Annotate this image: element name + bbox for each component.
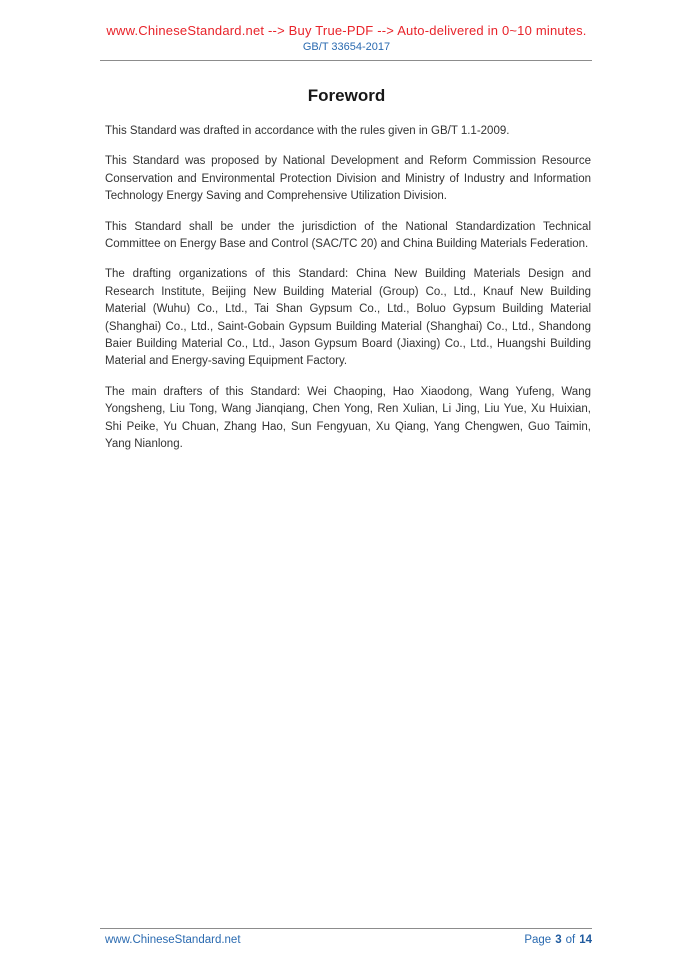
standard-number: GB/T 33654-2017 — [302, 41, 391, 53]
footer-site-link[interactable]: www.ChineseStandard.net — [105, 934, 241, 946]
page-indicator-total: 14 — [579, 934, 592, 946]
paragraph-main-drafters: The main drafters of this Standard: Wei Chaoping, Hao Xiaodong, Wang Yufeng, Wang Yongsheng, Liu Tong, Wang Jianqiang, Chen Yong, Ren Xulian, Li Jing, Liu Yue, Xu Huixian, Shi Peike, Yu Chuan, Zhang Hao, Sun Fengyuan, Xu Qiang, Yang Chengwen, Guo Taimin, Yang Nianlong. — [105, 385, 591, 451]
page-indicator-current: 3 — [555, 934, 562, 946]
paragraph-proposed-by: This Standard was proposed by National Development and Reform Commission Resource Conservation and Environmental Protection Division and Ministry of Industry and Information Technology Energy Saving and Comprehensive Utilization Division. — [105, 155, 591, 203]
page-title: Foreword — [307, 86, 386, 105]
paragraph-drafting-rules: This Standard was drafted in accordance with the rules given in GB/T 1.1-2009. — [105, 125, 510, 137]
footer-divider — [100, 928, 592, 929]
paragraph-drafting-organizations: The drafting organizations of this Standard: China New Building Materials Design and Research Institute, Beijing New Building Material (Group) Co., Ltd., Knauf New Building Material (Wuhu) Co., Ltd., Tai Shan Gypsum Co., Ltd., Boluo Gypsum Building Material (Shanghai) Co., Ltd., Saint-Gobain Gypsum Building Material (Shanghai) Co., Ltd., Shandong Baier Building Material Co., Ltd., Jason Gypsum Board (Jiaxing) Co., Ltd., Huangshi Building Material and Energy-saving Equipment Factory. — [105, 268, 591, 368]
document-body — [105, 123, 591, 467]
page-indicator-separator: of — [565, 934, 576, 946]
page-footer — [105, 934, 592, 946]
header-divider — [100, 60, 592, 61]
page-indicator-prefix: Page — [524, 934, 552, 946]
paragraph-jurisdiction: This Standard shall be under the jurisdiction of the National Standardization Technical Committee on Energy Base and Control (SAC/TC 20) and China Building Materials Federation. — [105, 220, 591, 251]
promo-banner: www.ChineseStandard.net --> Buy True-PDF --> Auto-delivered in 0~10 minutes. — [106, 23, 587, 38]
page-indicator — [524, 934, 592, 946]
